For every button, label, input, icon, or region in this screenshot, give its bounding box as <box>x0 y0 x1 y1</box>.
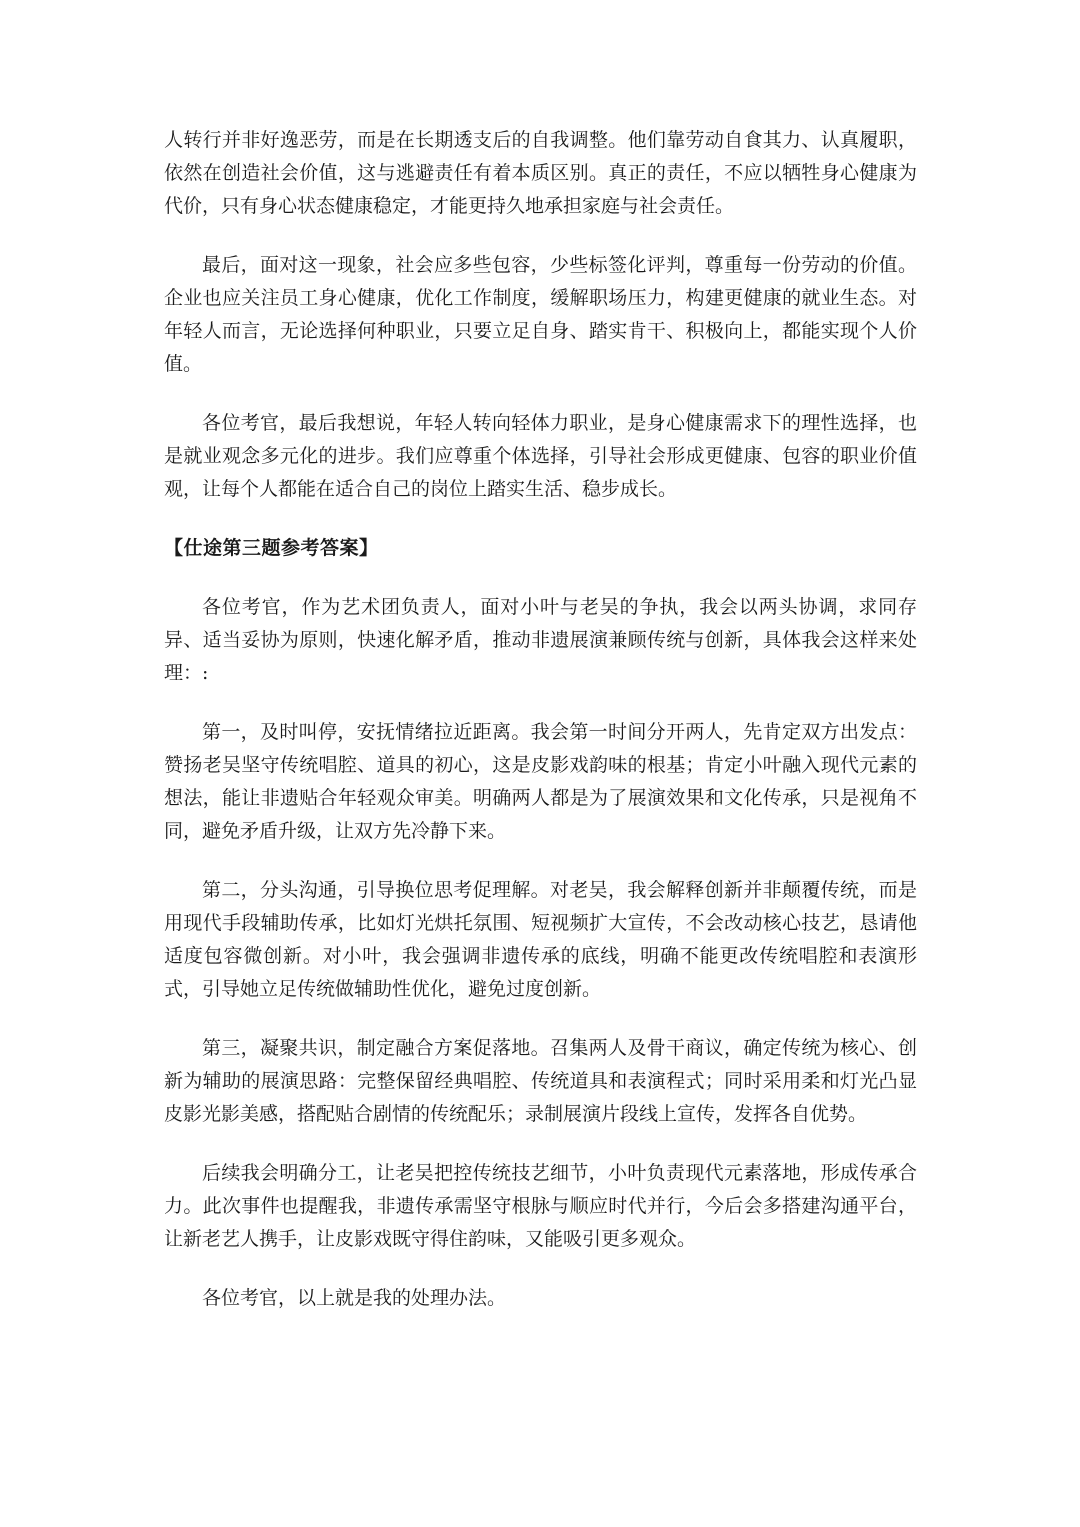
paragraph-conclusion: 各位考官，最后我想说，年轻人转向轻体力职业，是身心健康需求下的理性选择，也是就业观念多元化的进步。我们应尊重个体选择，引导社会形成更健康、包容的职业价值观，让每个人都能在适合自己的岗位上踏实生活、稳步成长。 <box>164 412 917 500</box>
section-heading: 【仕途第三题参考答案】 <box>164 537 379 559</box>
paragraph-step-two: 第二，分头沟通，引导换位思考促理解。对老吴，我会解释创新并非颠覆传统，而是用现代手段辅助传承，比如灯光烘托氛围、短视频扩大宣传，不会改动核心技艺，恳请他适度包容微创新。对小叶，我会强调非遗传承的底线，明确不能更改传统唱腔和表演形式，引导她立足传统做辅助性优化，避免过度创新。 <box>164 879 917 1000</box>
paragraph-society-inclusion: 最后，面对这一现象，社会应多些包容，少些标签化评判，尊重每一份劳动的价值。企业也应关注员工身心健康，优化工作制度，缓解职场压力，构建更健康的就业生态。对年轻人而言，无论选择何种职业，只要立足自身、踏实肯干、积极向上，都能实现个人价值。 <box>164 254 917 375</box>
paragraph-step-three: 第三，凝聚共识，制定融合方案促落地。召集两人及骨干商议，确定传统为核心、创新为辅助的展演思路：完整保留经典唱腔、传统道具和表演程式；同时采用柔和灯光凸显皮影光影美感，搭配贴合剧情的传统配乐；录制展演片段线上宣传，发挥各自优势。 <box>164 1037 917 1125</box>
paragraph-closing: 各位考官，以上就是我的处理办法。 <box>202 1287 507 1309</box>
document-body <box>164 124 917 1341</box>
paragraph-continuation: 人转行并非好逸恶劳，而是在长期透支后的自我调整。他们靠劳动自食其力、认真履职，依然在创造社会价值，这与逃避责任有着本质区别。真正的责任，不应以牺牲身心健康为代价，只有身心状态健康稳定，才能更持久地承担家庭与社会责任。 <box>164 129 917 217</box>
paragraph-step-one: 第一，及时叫停，安抚情绪拉近距离。我会第一时间分开两人，先肯定双方出发点：赞扬老吴坚守传统唱腔、道具的初心，这是皮影戏韵味的根基；肯定小叶融入现代元素的想法，能让非遗贴合年轻观众审美。明确两人都是为了展演效果和文化传承，只是视角不同，避免矛盾升级，让双方先冷静下来。 <box>164 721 917 842</box>
paragraph-follow-up: 后续我会明确分工，让老吴把控传统技艺细节，小叶负责现代元素落地，形成传承合力。此次事件也提醒我，非遗传承需坚守根脉与顺应时代并行，今后会多搭建沟通平台，让新老艺人携手，让皮影戏既守得住韵味，又能吸引更多观众。 <box>164 1162 917 1250</box>
paragraph-intro: 各位考官，作为艺术团负责人，面对小叶与老吴的争执，我会以两头协调，求同存异、适当妥协为原则，快速化解矛盾，推动非遗展演兼顾传统与创新，具体我会这样来处理：: <box>164 596 917 684</box>
